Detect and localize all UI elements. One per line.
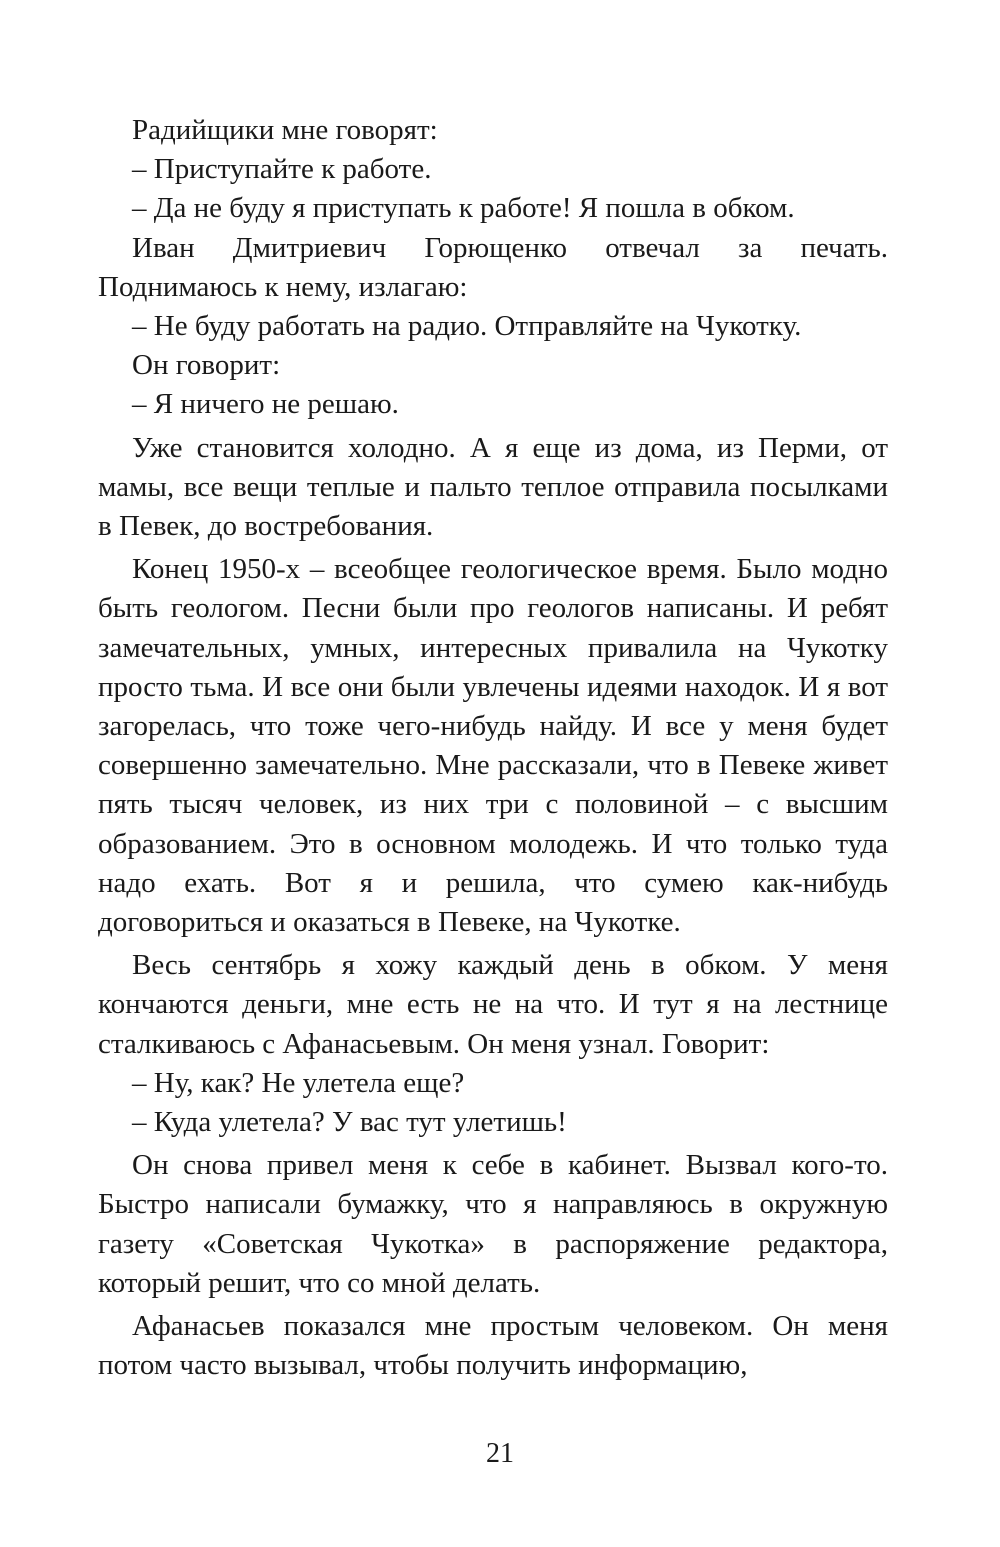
paragraph: Весь сентябрь я хожу каждый день в обком. У меня кончаются деньги, мне есть не на что. И тут я на лестнице сталкиваюсь с Афанасьевым. Он меня узнал. Говорит: <box>98 949 888 1060</box>
paragraph: Радийщики мне говорят: <box>132 114 438 146</box>
paragraph: Иван Дмитриевич Горющенко отвечал за печать. Поднимаюсь к нему, излагаю: <box>98 231 888 303</box>
paragraph: Он снова привел меня к себе в кабинет. Вызвал кого-то. Быстро написали бумажку, что я направляюсь в окружную газету «Советская Чукотка» в распоряжение редактора, который решит, что со мной делать. <box>98 1149 888 1299</box>
paragraph: Афанасьев показался мне простым человеком. Он меня потом часто вызывал, чтобы получить информацию, <box>98 1310 888 1382</box>
dialogue-line: – Да не буду я приступать к работе! Я пошла в обком. <box>132 192 795 225</box>
dialogue-line: – Не буду работать на радио. Отправляйте на Чукотку. <box>132 310 802 343</box>
dialogue-line: – Ну, как? Не улетела еще? <box>132 1066 465 1099</box>
body-text <box>98 111 888 1386</box>
paragraph: Уже становится холодно. А я еще из дома, из Перми, от мамы, все вещи теплые и пальто теплое отправила посылками в Певек, до востребования. <box>98 431 888 543</box>
dialogue-line: – Куда улетела? У вас тут улетишь! <box>132 1106 567 1139</box>
dialogue-line: – Приступайте к работе. <box>132 153 432 186</box>
paragraph: Он говорит: <box>132 349 281 382</box>
dialogue-line: – Я ничего не решаю. <box>132 388 399 421</box>
paragraph: Конец 1950-х – всеобщее геологическое время. Было модно быть геологом. Песни были про геологов написаны. И ребят замечательных, умных, интересных привалила на Чукотку просто тьма. И все они были увлечены идеями находок. И я вот загорелась, что тоже чего-нибудь найду. И все у меня будет совершенно замечательно. Мне рассказали, что в Певеке живет пять тысяч человек, из них три с половиной – с высшим образованием. Это в основном молодежь. И что только туда надо ехать. Вот я и решила, что сумею как-нибудь договориться и оказаться в Певеке, на Чукотке. <box>98 553 888 939</box>
page-number: 21 <box>486 1438 514 1469</box>
